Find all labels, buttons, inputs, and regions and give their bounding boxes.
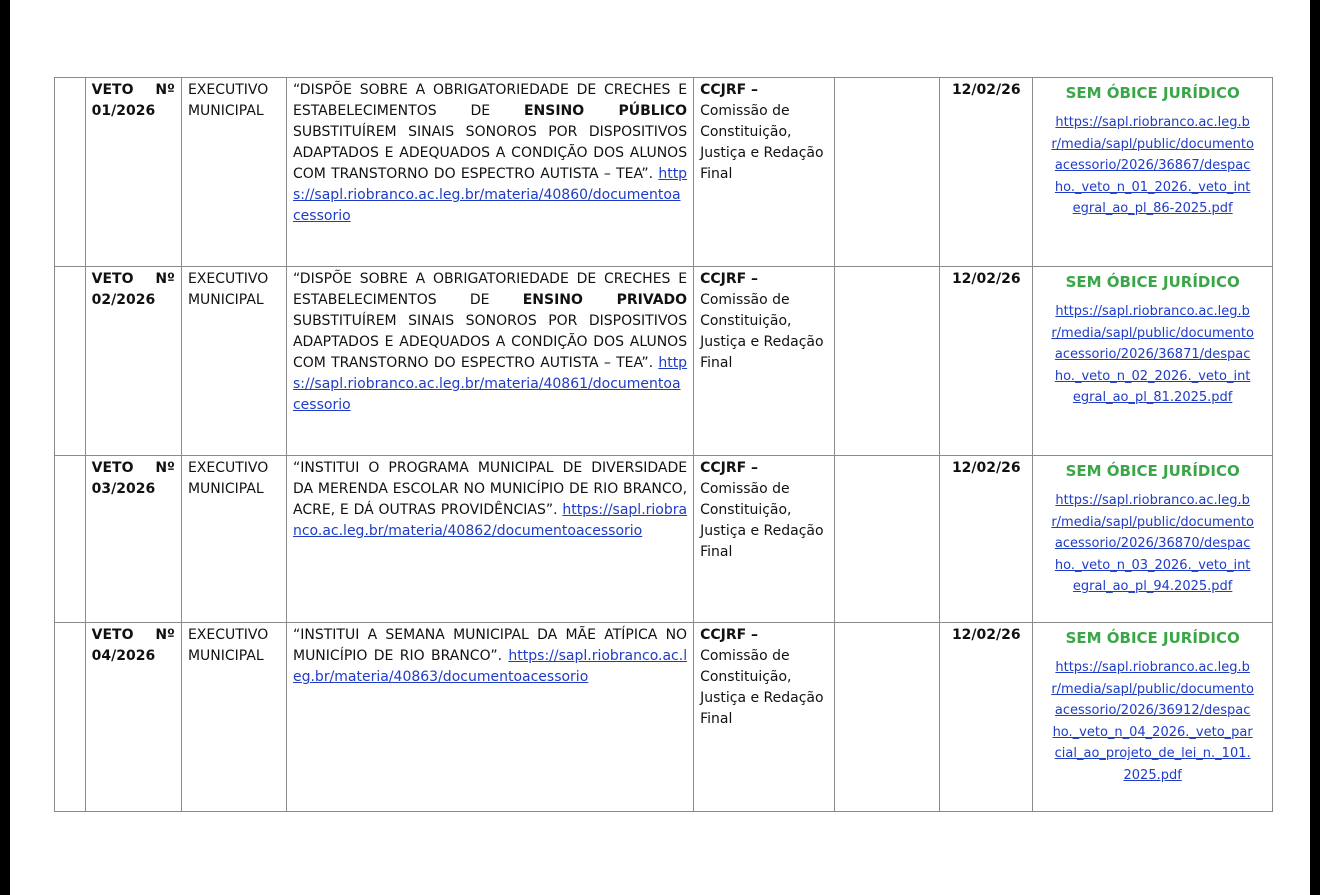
committee-cell [694,456,835,623]
veto-symbol: Nº [155,82,175,98]
veto-number: 01/2026 [91,103,156,119]
origin-cell: EXECUTIVO MUNICIPAL [181,456,286,623]
description-text: “DISPÕE SOBRE A OBRIGATORIEDADE DE CRECHES E ESTABELECIMENTOS DE [292,82,688,119]
veto-number: 04/2026 [91,648,156,664]
blank-cell [55,456,86,623]
veto-label: VETO [91,271,134,287]
veto-symbol: Nº [155,271,175,287]
committee-cell [694,623,835,812]
veto-number: 03/2026 [91,481,156,497]
committee-code: CCJRF – [700,460,759,476]
committee-cell [694,267,835,456]
description-cell [286,267,693,456]
materia-link[interactable]: https://sapl.riobranco.ac.leg.br/materia/40863/documentoacessorio [292,648,688,685]
table-row [55,623,1273,812]
status-document-link[interactable]: https://sapl.riobranco.ac.leg.br/media/sapl/public/documentoacessorio/2026/36871/despacho._veto_n_02_2026._veto_integral_ao_pl_81.2025.pdf [1051,304,1254,405]
date-cell: 12/02/26 [940,267,1033,456]
materia-link[interactable]: https://sapl.riobranco.ac.leg.br/materia/40861/documentoacessorio [292,355,688,413]
blank-cell [55,267,86,456]
committee-name: Comissão de Constituição, Justiça e Redação Final [700,648,824,727]
status-label: SEM ÓBICE JURÍDICO [1065,629,1240,647]
status-cell [1033,456,1273,623]
committee-code: CCJRF – [700,271,759,287]
committee-name: Comissão de Constituição, Justiça e Redação Final [700,103,824,182]
veto-number-cell [85,267,181,456]
status-cell [1033,267,1273,456]
table-row [55,267,1273,456]
status-document-link[interactable]: https://sapl.riobranco.ac.leg.br/media/sapl/public/documentoacessorio/2026/36912/despacho._veto_n_04_2026._veto_parcial_ao_projeto_de_lei_n._101.2025.pdf [1051,660,1254,783]
date-cell: 12/02/26 [940,623,1033,812]
status-cell [1033,623,1273,812]
empty-cell [835,456,940,623]
origin-cell: EXECUTIVO MUNICIPAL [181,623,286,812]
committee-name: Comissão de Constituição, Justiça e Redação Final [700,481,824,560]
veto-number-cell [85,623,181,812]
table-row [55,78,1273,267]
veto-number-cell [85,456,181,623]
status-cell [1033,78,1273,267]
veto-symbol: Nº [155,460,175,476]
description-cell [286,623,693,812]
empty-cell [835,78,940,267]
blank-cell [55,623,86,812]
description-emphasis: ENSINO PÚBLICO [523,103,688,119]
veto-label: VETO [91,82,134,98]
veto-table [54,77,1273,812]
document-page [10,0,1310,895]
committee-cell [694,78,835,267]
veto-label: VETO [91,627,134,643]
veto-number: 02/2026 [91,292,156,308]
description-text: “INSTITUI A SEMANA MUNICIPAL DA MÃE ATÍPICA NO MUNICÍPIO DE RIO BRANCO”. [292,627,688,664]
status-document-link[interactable]: https://sapl.riobranco.ac.leg.br/media/sapl/public/documentoacessorio/2026/36870/despacho._veto_n_03_2026._veto_integral_ao_pl_94.2025.pdf [1051,493,1254,594]
veto-number-cell [85,78,181,267]
origin-cell: EXECUTIVO MUNICIPAL [181,267,286,456]
committee-code: CCJRF – [700,82,759,98]
description-cell [286,78,693,267]
table-row [55,456,1273,623]
materia-link[interactable]: https://sapl.riobranco.ac.leg.br/materia/40862/documentoacessorio [292,502,688,539]
committee-code: CCJRF – [700,627,759,643]
date-cell: 12/02/26 [940,456,1033,623]
description-text: “DISPÕE SOBRE A OBRIGATORIEDADE DE CRECHES E ESTABELECIMENTOS DE [292,271,688,308]
description-cell [286,456,693,623]
description-text: “INSTITUI O PROGRAMA MUNICIPAL DE DIVERSIDADE DA MERENDA ESCOLAR NO MUNICÍPIO DE RIO BRANCO, ACRE, E DÁ OUTRAS PROVIDÊNCIAS”. [292,460,688,518]
materia-link[interactable]: https://sapl.riobranco.ac.leg.br/materia/40860/documentoacessorio [292,166,688,224]
veto-symbol: Nº [155,627,175,643]
description-text-end: SUBSTITUÍREM SINAIS SONOROS POR DISPOSITIVOS ADAPTADOS E ADEQUADOS A CONDIÇÃO DOS ALUNOS COM TRANSTORNO DO ESPECTRO AUTISTA – TEA”. [292,124,688,182]
status-label: SEM ÓBICE JURÍDICO [1065,273,1240,291]
blank-cell [55,78,86,267]
description-text-end: SUBSTITUÍREM SINAIS SONOROS POR DISPOSITIVOS ADAPTADOS E ADEQUADOS A CONDIÇÃO DOS ALUNOS COM TRANSTORNO DO ESPECTRO AUTISTA – TEA”. [292,313,688,371]
description-emphasis: ENSINO PRIVADO [522,292,688,308]
veto-label: VETO [91,460,134,476]
empty-cell [835,623,940,812]
committee-name: Comissão de Constituição, Justiça e Redação Final [700,292,824,371]
status-label: SEM ÓBICE JURÍDICO [1065,462,1240,480]
status-label: SEM ÓBICE JURÍDICO [1065,84,1240,102]
empty-cell [835,267,940,456]
origin-cell: EXECUTIVO MUNICIPAL [181,78,286,267]
status-document-link[interactable]: https://sapl.riobranco.ac.leg.br/media/sapl/public/documentoacessorio/2026/36867/despacho._veto_n_01_2026._veto_integral_ao_pl_86-2025.pdf [1051,115,1254,216]
date-cell: 12/02/26 [940,78,1033,267]
